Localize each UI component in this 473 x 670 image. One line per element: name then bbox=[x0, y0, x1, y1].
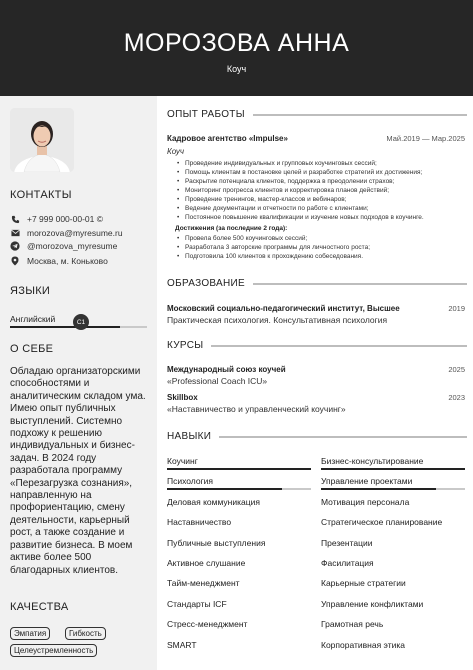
contact-telegram-text: @morozova_myresume bbox=[27, 241, 118, 251]
languages-heading: ЯЗЫКИ bbox=[10, 285, 51, 297]
contact-email[interactable] bbox=[10, 228, 123, 238]
contacts-heading: КОНТАКТЫ bbox=[10, 189, 72, 201]
main-content bbox=[157, 96, 473, 670]
duty-item: • Проведение индивидуальных и групповых коучинговых сессий; bbox=[177, 159, 462, 168]
courses-heading-text: КУРСЫ bbox=[167, 340, 204, 351]
duty-item: • Постоянное повышение квалификации и изучение новых подходов в коучинге. bbox=[177, 213, 462, 222]
profile-photo bbox=[10, 108, 74, 172]
quality-chip: Гибкость bbox=[65, 627, 106, 640]
education-heading-text: ОБРАЗОВАНИЕ bbox=[167, 278, 245, 289]
course-year: 2023 bbox=[448, 393, 465, 402]
skill-item: Стресс-менеджмент bbox=[167, 619, 248, 630]
contact-telegram[interactable] bbox=[10, 241, 117, 251]
course-name: «Наставничество и управленческий коучинг» bbox=[167, 404, 346, 414]
contact-phone-text: +7 999 000-00-01 © bbox=[27, 214, 103, 224]
telegram-icon bbox=[10, 241, 20, 251]
courses-heading bbox=[167, 340, 467, 351]
experience-achievements bbox=[177, 234, 462, 261]
achievement-item: • Подготовила 100 клиентов к прохождению собеседования. bbox=[177, 252, 462, 261]
skill-item: Публичные выступления bbox=[167, 537, 266, 548]
skill-item: Управление конфликтами bbox=[321, 598, 424, 609]
skill-level-bar bbox=[167, 468, 311, 470]
language-level-fill bbox=[10, 326, 120, 328]
candidate-name: МОРОЗОВА АННА bbox=[123, 29, 350, 57]
skill-level-fill bbox=[167, 468, 311, 470]
course-org: Skillbox bbox=[167, 393, 198, 402]
achievement-item: • Разработала 3 авторские программы для личностного роста; bbox=[177, 243, 462, 252]
skill-item: Управление проектами bbox=[321, 476, 413, 487]
skill-level-bar bbox=[321, 488, 465, 490]
resume-header bbox=[0, 0, 473, 96]
experience-dates: Май.2019 — Мар.2025 bbox=[386, 134, 465, 143]
skill-level-bar bbox=[321, 468, 465, 470]
qualities-heading: КАЧЕСТВА bbox=[10, 601, 69, 613]
quality-chip: Целеустремленность bbox=[10, 644, 97, 657]
skill-level-fill bbox=[321, 468, 465, 470]
duty-item: • Ведение документации и отчетности по работе с клиентами; bbox=[177, 204, 462, 213]
education-specialty: Практическая психология. Консультативная психология bbox=[167, 315, 388, 325]
achievements-heading: Достижения (за последние 2 года): bbox=[175, 225, 288, 232]
duty-item: • Проведение тренингов, мастер-классов и вебинаров; bbox=[177, 195, 462, 204]
education-heading bbox=[167, 278, 467, 289]
skill-item: Карьерные стратегии bbox=[321, 578, 406, 589]
skill-item: Бизнес-консультирование bbox=[321, 456, 424, 466]
experience-position: Коуч bbox=[167, 147, 185, 156]
skill-item: Наставничество bbox=[167, 517, 232, 528]
skill-level-fill bbox=[167, 488, 282, 490]
skill-item: Тайм-менеджмент bbox=[167, 578, 240, 589]
skill-item: Психология bbox=[167, 476, 214, 487]
skill-item: Стандарты ICF bbox=[167, 598, 227, 609]
contact-location-text: Москва, м. Коньково bbox=[27, 256, 108, 266]
skill-item: Деловая коммуникация bbox=[167, 496, 260, 507]
course-year: 2025 bbox=[448, 365, 465, 374]
mail-icon bbox=[10, 228, 20, 238]
skill-item: Фасилитация bbox=[321, 558, 374, 568]
skill-item: Грамотная речь bbox=[321, 619, 384, 630]
achievement-item: • Провела более 500 коучинговых сессий; bbox=[177, 234, 462, 243]
candidate-role: Коуч bbox=[226, 64, 247, 74]
contact-phone[interactable] bbox=[10, 214, 103, 224]
contact-email-text: morozova@myresume.ru bbox=[27, 228, 123, 238]
language-level-badge: C1 bbox=[73, 314, 89, 330]
phone-icon bbox=[10, 214, 20, 224]
duty-item: • Помощь клиентам в постановке целей и разработке стратегий их достижения; bbox=[177, 168, 462, 177]
skill-item: Коучинг bbox=[167, 456, 198, 466]
experience-heading-text: ОПЫТ РАБОТЫ bbox=[167, 109, 245, 120]
skill-item: Стратегическое планирование bbox=[321, 517, 443, 528]
skills-heading bbox=[167, 431, 467, 442]
about-text: Обладаю организаторскими способностями и аналитическим складом ума. Имею опыт публичных выступлений. Системно подхожу к решению индивидуальных и бизнес-задач. В 2024 году разработала программу «Перезагрузка сознания», направленную на профориентацию, смену деятельности, карьерный рост, а также создание и развитие бизнеса. В моем активе более 500 благодарных клиентов. bbox=[10, 366, 146, 576]
location-icon bbox=[10, 256, 20, 266]
skill-item: Активное слушание bbox=[167, 558, 246, 568]
sidebar bbox=[0, 96, 157, 670]
education-year: 2019 bbox=[448, 304, 465, 313]
skill-item: Корпоративная этика bbox=[321, 639, 405, 650]
course-org: Международный союз коучей bbox=[167, 365, 286, 374]
skill-item: Мотивация персонала bbox=[321, 496, 410, 507]
education-institution: Московский социально-педагогический институт, Высшее bbox=[167, 304, 400, 313]
contact-location bbox=[10, 256, 108, 266]
skill-item: Презентации bbox=[321, 537, 373, 548]
language-name: Английский bbox=[10, 314, 56, 324]
course-name: «Professional Coach ICU» bbox=[167, 376, 268, 386]
duty-item: • Раскрытие потенциала клиентов, поддержка в преодолении страхов; bbox=[177, 177, 462, 186]
duty-item: • Мониторинг прогресса клиентов и корректировка планов действий; bbox=[177, 186, 462, 195]
experience-company: Кадровое агентство «Impulse» bbox=[167, 134, 288, 143]
skill-level-bar bbox=[167, 488, 311, 490]
skills-heading-text: НАВЫКИ bbox=[167, 431, 212, 442]
skill-level-fill bbox=[321, 488, 436, 490]
experience-heading bbox=[167, 109, 467, 120]
about-heading: О СЕБЕ bbox=[10, 343, 54, 355]
experience-duties bbox=[177, 159, 462, 222]
skill-item: SMART bbox=[167, 639, 197, 650]
quality-chip: Эмпатия bbox=[10, 627, 50, 640]
